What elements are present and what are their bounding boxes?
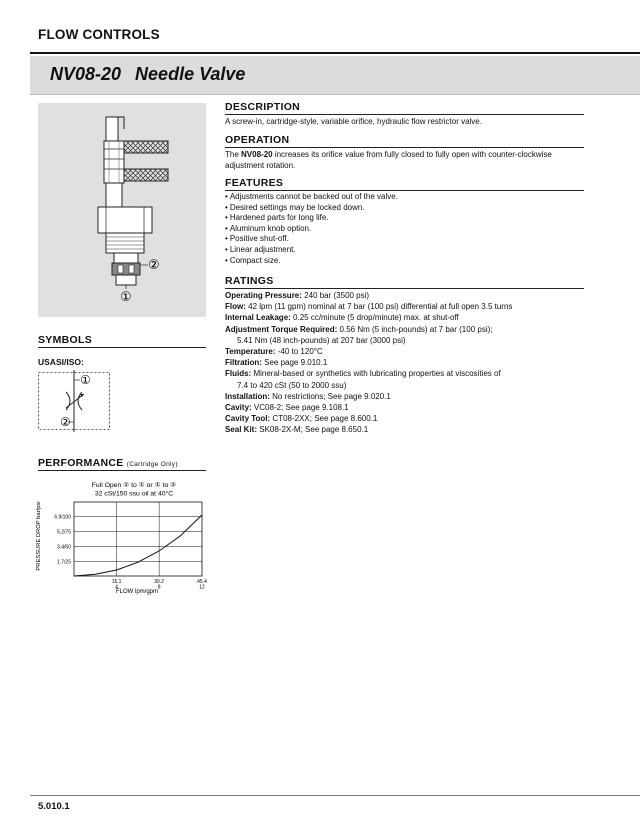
performance-subtitle: (Cartridge Only) [126, 461, 178, 468]
feature-item: • Compact size. [225, 256, 580, 267]
chart-x-tick-label-gpm: 8 [157, 584, 161, 591]
symbol-port-1: ① [80, 373, 91, 387]
feature-item: • Desired settings may be locked down. [225, 203, 580, 214]
product-image [38, 103, 206, 317]
rating-item: 5.41 Nm (48 inch-pounds) at 207 bar (3000 psi) [237, 335, 406, 345]
product-name: Needle Valve [135, 64, 246, 84]
operation-heading: OPERATION [225, 134, 584, 148]
rating-item: Seal Kit: SK08-2X-M; See page 8.650.1 [225, 425, 369, 435]
chart-x-tick-label: 45.4 [197, 579, 207, 585]
rating-item: 7.4 to 420 cSt (50 to 2000 ssu) [237, 380, 347, 390]
feature-item: • Linear adjustment. [225, 245, 580, 256]
features-heading: FEATURES [225, 177, 584, 191]
symbols-heading: SYMBOLS [38, 334, 206, 348]
description-heading: DESCRIPTION [225, 101, 584, 115]
ratings-heading: RATINGS [225, 275, 584, 289]
model-number: NV08-20 [50, 64, 122, 84]
chart-y-tick-label: 5.2/75 [57, 529, 71, 536]
page-number: 5.010.1 [38, 801, 70, 812]
rating-item: Filtration: See page 9.010.1 [225, 358, 328, 368]
chart-grid [74, 502, 202, 576]
port-2-label: ② [148, 257, 160, 272]
chart-ticks [54, 515, 207, 591]
chart-x-tick-label-gpm: 4 [115, 584, 118, 591]
description-text: A screw-in, cartridge-style, variable orifice, hydraulic flow restrictor valve. [225, 117, 482, 126]
page-title [50, 64, 245, 85]
chart-x-tick-label-gpm: 12 [199, 584, 205, 591]
needle-valve-symbol [38, 370, 118, 432]
rating-item: Cavity Tool: CT08-2XX; See page 8.600.1 [225, 414, 378, 424]
rating-item: Temperature: -40 to 120°C [225, 347, 323, 357]
performance-heading [38, 457, 206, 471]
chart-y-tick-label: 3.4/50 [57, 544, 71, 551]
ratings-list [225, 290, 580, 436]
chart-x-tick-label: 30.2 [154, 579, 165, 585]
performance-title: PERFORMANCE [38, 457, 124, 469]
rating-item: Flow: 42 lpm (11 gpm) nominal at 7 bar (100 psi) differential at full open 3.5 turns [225, 302, 513, 312]
port-1-label: ① [120, 289, 132, 304]
title-band [30, 56, 640, 95]
chart-y-tick-label: 6.9/100 [54, 514, 71, 521]
feature-item: • Positive shut-off. [225, 234, 580, 245]
symbol-standard-label: USASI/ISO: [38, 357, 84, 367]
operation-model: NV08-20 [241, 150, 273, 159]
performance-chart [34, 476, 210, 600]
series-line-full-open [74, 515, 202, 576]
valve-cartridge-drawing [38, 103, 206, 317]
chart-x-tick-label: 15.1 [111, 579, 122, 585]
chart-xlabel: FLOW lpm/gpm [115, 589, 159, 595]
symbol-port-2: ② [60, 415, 71, 429]
chart-ylabel: PRESSURE DROP bar/psi [36, 501, 42, 571]
operation-text [225, 150, 580, 171]
feature-item: • Adjustments cannot be backed out of the valve. [225, 192, 580, 203]
chart-title-line2: 32 cSt/150 ssu oil at 40°C [94, 490, 174, 498]
rating-item: Operating Pressure: 240 bar (3500 psi) [225, 291, 370, 300]
operation-text-post: increases its orifice value from fully closed to fully open with counter-clockwise adjustment rotation. [225, 150, 552, 170]
chart-y-tick-label: 1.7/25 [57, 559, 71, 566]
feature-item: • Aluminum knob option. [225, 224, 580, 235]
feature-item: • Hardened parts for long life. [225, 213, 580, 224]
rating-item: Cavity: VC08-2; See page 9.108.1 [225, 403, 349, 413]
rating-item: Fluids: Mineral-based or synthetics with lubricating properties at viscosities of [225, 369, 501, 379]
top-rule [30, 52, 640, 54]
chart-title-line1: Full Open ② to ① or ① to ② [91, 482, 177, 489]
section-title: FLOW CONTROLS [38, 27, 160, 42]
operation-text-pre: The [225, 150, 242, 159]
chart-frame [74, 502, 202, 576]
rating-item: Internal Leakage: 0.25 cc/minute (5 drop/minute) max. at shut-off [225, 313, 459, 323]
footer-rule [30, 795, 640, 796]
rating-item: Adjustment Torque Required: 0.56 Nm (5 inch-pounds) at 7 bar (100 psi); [225, 324, 493, 334]
rating-item: Installation: No restrictions; See page 9.020.1 [225, 391, 391, 401]
features-list [225, 192, 580, 266]
